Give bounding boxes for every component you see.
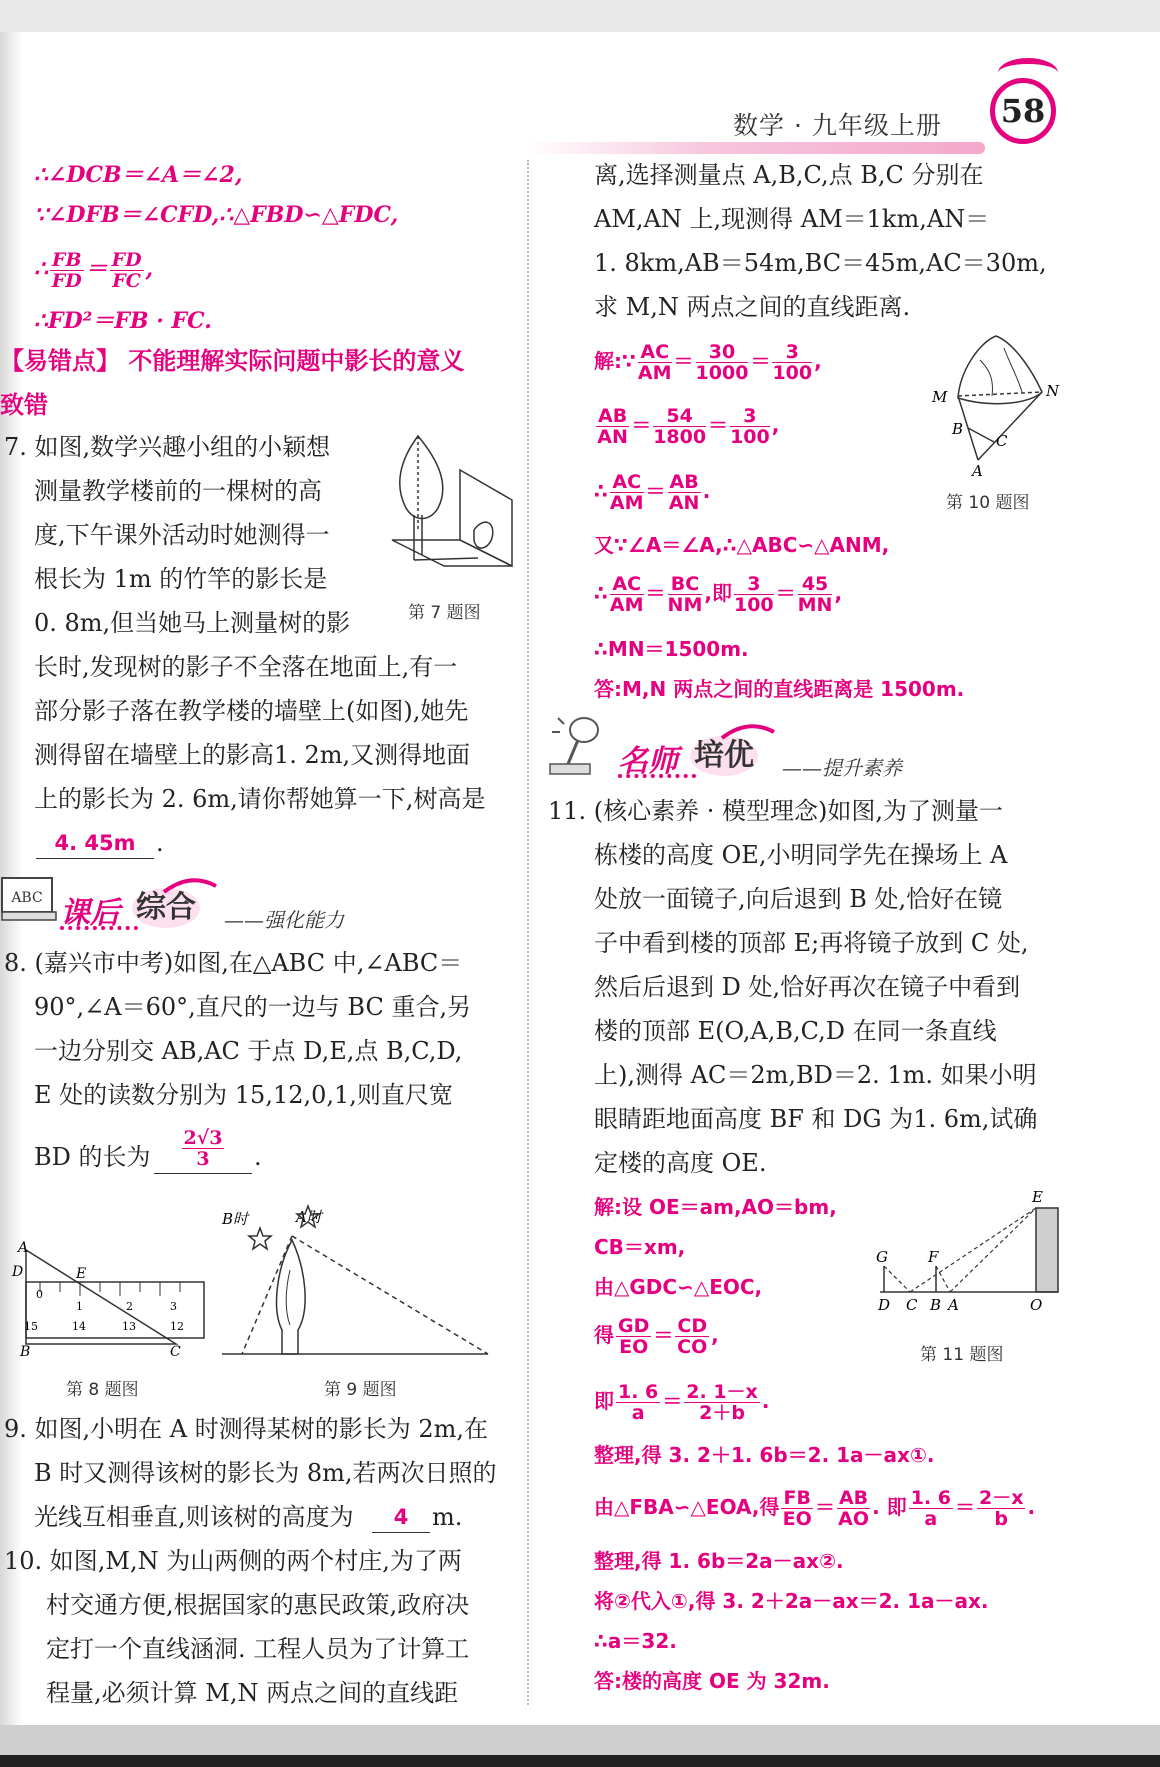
fraction <box>909 1488 953 1529</box>
fraction <box>668 472 701 513</box>
fraction <box>616 1382 660 1423</box>
fraction-numerator: GD <box>618 1315 650 1337</box>
q9-line-2: B 时又测得该树的影长为 8m,若两次日照的 <box>34 1459 497 1487</box>
fraction <box>638 342 672 383</box>
fraction-denominator: a <box>631 1402 645 1424</box>
mountain-ridges <box>980 348 1022 396</box>
q10-cont-line-2: AM,AN 上,现测得 AM＝1km,AN＝ <box>594 205 990 233</box>
section-teacher-title-a: 名师 <box>618 744 678 779</box>
fig8-label-b: B <box>20 1344 31 1358</box>
fig11-label-c: C <box>906 1296 918 1314</box>
title-swoosh-icon <box>718 718 778 740</box>
error-point-text-2: 致错 <box>0 391 48 419</box>
header-title: 数学 · 九年级上册 <box>733 111 942 140</box>
swoosh-path <box>164 880 216 892</box>
fraction-numerator: FD <box>111 248 142 271</box>
s11-7-mid: . 即 <box>872 1495 907 1519</box>
fraction-numerator: FB <box>52 248 82 271</box>
ground-plane <box>392 540 512 566</box>
proof-line-2: ∵∠DFB＝∠CFD,∴△FBD∽△FDC, <box>34 202 399 228</box>
s11-line-8: 整理,得 1. 6b＝2a－ax②. <box>594 1549 844 1573</box>
fraction-denominator: AM <box>637 362 672 384</box>
fig8-tick-3: 3 <box>170 1300 177 1313</box>
fraction-numerator: CD <box>677 1315 708 1337</box>
ray-ae <box>950 1208 1036 1292</box>
q8-line-2: 90°,∠A＝60°,直尺的一边与 BC 重合,另 <box>34 993 472 1021</box>
s11-4-prefix: 得 <box>594 1323 614 1347</box>
s11-line-10: ∴a＝32. <box>594 1629 677 1653</box>
fraction <box>668 574 703 615</box>
figure-10 <box>930 330 1070 480</box>
fraction-numerator: AB <box>669 471 699 493</box>
s10-line-4: 又∵∠A＝∠A,∴△ABC∽△ANM, <box>594 533 890 557</box>
fig8-label-e: E <box>76 1266 87 1282</box>
fig10-label-b: B <box>952 420 964 438</box>
line-an <box>978 392 1042 460</box>
q8-end: . <box>254 1143 262 1171</box>
page-number-badge: 58 <box>990 78 1056 144</box>
q11-line-7: 上),测得 AC＝2m,BD＝2. 1m. 如果小明 <box>594 1061 1037 1089</box>
fraction-denominator: 2＋b <box>699 1402 745 1424</box>
figure-8 <box>10 1240 210 1358</box>
fraction <box>772 342 812 383</box>
q9-unit: m. <box>432 1503 463 1531</box>
header-ribbon <box>525 142 985 154</box>
q8-line-3: 一边分别交 AB,AC 于点 D,E,点 B,C,D, <box>34 1037 463 1065</box>
error-point-text: 不能理解实际问题中影长的意义 <box>128 347 465 375</box>
fig9-label-a: A时 <box>296 1208 322 1226</box>
abc-book-icon <box>0 870 60 926</box>
q11-line-3: 处放一面镜子,向后退到 B 处,恰好在镜 <box>594 885 1003 913</box>
fig9-label-b: B时 <box>222 1210 249 1228</box>
desk-lamp-icon <box>548 712 610 780</box>
s10-3-end: . <box>702 479 711 503</box>
fraction <box>781 1488 812 1529</box>
error-point-tag: 【易错点】 <box>0 347 120 375</box>
fraction-numerator: FB <box>783 1487 811 1509</box>
fraction-denominator: EO <box>782 1508 812 1530</box>
q8-line-1: 8. (嘉兴市中考)如图,在△ABC 中,∠ABC＝ <box>4 949 463 977</box>
title-dots <box>618 774 696 778</box>
q7-line-4: 根长为 1m 的竹竿的影长是 <box>34 565 328 593</box>
s11-line-7: 由△FBA∽△EOA,得 $\frac{FB}{EO}$ ＝ $\frac{AB}{AO}$ . 即 $\frac{1. 6}{a}$ ＝ $\frac{2-x}{b}$ . <box>594 1487 1036 1530</box>
fig10-label-n: N <box>1046 382 1060 400</box>
fraction <box>730 406 770 447</box>
q11-line-5: 然后后退到 D 处,恰好再次在镜子中看到 <box>594 973 1021 1001</box>
q7-line-9: 上的影长为 2. 6m,请你帮她算一下,树高是 <box>34 785 486 813</box>
fig8-tick-0: 0 <box>36 1288 43 1301</box>
fraction-numerator: AB <box>598 405 628 427</box>
fraction <box>684 1382 760 1423</box>
figure-8-caption: 第 8 题图 <box>66 1380 139 1400</box>
fig11-label-g: G <box>876 1248 888 1266</box>
q9-line-1: 9. 如图,小明在 A 时测得某树的影长为 2m,在 <box>4 1415 489 1443</box>
tunnel-mn <box>958 392 1042 396</box>
fraction-denominator: 3 <box>196 1148 210 1170</box>
q7-line-8: 测得留在墙壁上的影高1. 2m,又测得地面 <box>34 741 471 769</box>
fraction-denominator: AO <box>838 1508 869 1530</box>
fig8-label-a: A <box>18 1240 29 1256</box>
q10-line-3: 定打一个直线涵洞. 工程人员为了计算工 <box>46 1635 470 1663</box>
fraction <box>675 1316 709 1357</box>
figure-7-caption: 第 7 题图 <box>408 603 481 623</box>
figure-11-caption: 第 11 题图 <box>920 1345 1004 1365</box>
tree-detail <box>286 1270 290 1325</box>
proof-line-3 <box>34 242 153 296</box>
s11-line-2: CB＝xm, <box>594 1235 686 1259</box>
fraction-numerator: 2－x <box>978 1487 1024 1509</box>
s11-line-11: 答:楼的高度 OE 为 32m. <box>594 1669 830 1693</box>
fraction-numerator: BC <box>668 574 703 595</box>
fraction-numerator: 3 <box>730 406 770 427</box>
s11-line-5: 即 $\frac{1. 6}{a}$ ＝ $\frac{2. 1-x}{2+b}$ . <box>594 1381 770 1424</box>
q10-line-4: 程量,必须计算 M,N 两点之间的直线距 <box>46 1679 459 1707</box>
figure-7 <box>388 430 516 590</box>
fig11-label-e: E <box>1032 1188 1043 1206</box>
section-after-class-subtitle: ——强化能力 <box>224 908 344 932</box>
q9-answer: 4 <box>372 1502 430 1533</box>
s10-line-1: 解:∵ $\frac{AC}{AM}$ ＝ $\frac{30}{1000}$ ＝ $\frac{3}{100}$ , <box>594 341 822 384</box>
q11-line-4: 子中看到楼的顶部 E;再将镜子放到 C 处, <box>594 929 1029 957</box>
tree-crown <box>400 436 443 519</box>
fig8-label-d: D <box>12 1264 24 1280</box>
q7-line-3: 度,下午课外活动时她测得一 <box>34 521 330 549</box>
fraction-fb-fd <box>50 250 84 291</box>
s11-4-end: , <box>711 1323 719 1347</box>
q10-line-1: 10. 如图,M,N 为山两侧的两个村庄,为了两 <box>4 1547 462 1575</box>
s10-line-6: ∴MN＝1500m. <box>594 637 749 661</box>
fraction <box>837 1488 870 1529</box>
title-dots <box>60 926 138 930</box>
q7-line-6: 长时,发现树的影子不全落在地面上,有一 <box>34 653 458 681</box>
fig8-tick-2: 2 <box>126 1300 133 1313</box>
fraction-denominator: AM <box>609 492 644 514</box>
title-circle-bg: 综合 <box>132 888 200 928</box>
s10-1-prefix: 解:∵ <box>594 349 636 373</box>
ray-b <box>242 1236 292 1354</box>
fraction-denominator: MN <box>797 594 833 616</box>
section-teacher-title-b <box>690 736 758 776</box>
fig11-label-f: F <box>928 1248 939 1266</box>
fraction-numerator: 30 <box>696 342 749 363</box>
s10-1-end: , <box>814 349 822 373</box>
shadow-ground <box>414 558 478 560</box>
fraction-numerator: 3 <box>734 574 774 595</box>
fig10-label-c: C <box>996 432 1008 450</box>
fraction-denominator: NM <box>667 594 703 616</box>
s11-7-end: . <box>1027 1495 1036 1519</box>
fraction-numerator: AC <box>610 472 644 493</box>
wall-plane <box>460 470 512 566</box>
fraction-denominator: 1000 <box>695 362 749 384</box>
proof-line-3-prefix: ∴ <box>34 256 48 282</box>
q11-line-6: 楼的顶部 E(O,A,B,C,D 在同一条直线 <box>594 1017 997 1045</box>
fraction-denominator: 100 <box>733 594 774 616</box>
q11-line-2: 栋楼的高度 OE,小明同学先在操场上 A <box>594 841 1008 869</box>
fig11-label-a: A <box>948 1296 959 1314</box>
fraction <box>696 342 749 383</box>
s11-line-9: 将②代入①,得 3. 2＋2a－ax＝2. 1a－ax. <box>594 1589 989 1613</box>
fig8-label-c: C <box>170 1344 181 1358</box>
fig11-label-b: B <box>930 1296 942 1314</box>
abc-icon-text: ABC <box>11 890 43 906</box>
s11-5-prefix: 即 <box>594 1389 614 1413</box>
s10-line-2: $\frac{AB}{AN}$ ＝ $\frac{54}{1800}$ ＝ $\frac{3}{100}$ , <box>597 405 780 448</box>
q11-line-8: 眼睛距地面高度 BF 和 DG 为1. 6m,试确 <box>594 1105 1038 1133</box>
fig11-label-o: O <box>1030 1296 1043 1314</box>
figure-9-caption: 第 9 题图 <box>324 1380 397 1400</box>
fraction-numerator: AC <box>638 342 672 363</box>
title-circle-bg: 培优 <box>690 736 758 776</box>
fraction <box>616 1316 651 1357</box>
fig8-tick-15: 15 <box>24 1320 38 1333</box>
fraction-denominator: 1800 <box>653 426 707 448</box>
equals-sign: ＝ <box>85 256 108 282</box>
fraction-denominator: 100 <box>772 362 813 384</box>
s11-7-prefix: 由△FBA∽△EOA,得 <box>594 1495 780 1519</box>
lamp-arm <box>568 740 578 764</box>
figure-10-caption: 第 10 题图 <box>946 493 1030 513</box>
q7-line-1: 7. 如图,数学兴趣小组的小颖想 <box>4 433 331 461</box>
fraction-denominator: AM <box>609 594 644 616</box>
triangle-abc <box>26 1250 176 1344</box>
fraction-denominator: FC <box>112 269 141 292</box>
fraction <box>596 406 629 447</box>
proof-line-1: ∴∠DCB＝∠A＝∠2, <box>34 162 243 188</box>
q11-line-1: 11. (核心素养 · 模型理念)如图,为了测量一 <box>548 797 1004 825</box>
q8-answer-fraction <box>182 1128 225 1169</box>
fraction-numerator: 1. 6 <box>910 1487 951 1509</box>
title-swoosh-icon <box>160 872 220 894</box>
fraction <box>610 472 644 513</box>
fig8-tick-13: 13 <box>122 1320 136 1333</box>
fig8-tick-1: 1 <box>76 1300 83 1313</box>
lamp-base <box>550 764 590 774</box>
fraction-fd-fc <box>110 250 144 291</box>
fraction-denominator: b <box>994 1508 1009 1530</box>
fraction-numerator: 1. 6 <box>618 1381 659 1403</box>
q10-cont-line-4: 求 M,N 两点之间的直线距离. <box>594 293 911 321</box>
section-after-class-title-a: 课后 <box>60 896 120 931</box>
fraction-denominator: AN <box>668 492 700 514</box>
q8-answer <box>154 1128 252 1174</box>
proof-line-3-suffix: , <box>145 256 154 282</box>
proof-line-4: ∴FD²＝FB · FC. <box>34 308 212 334</box>
fraction-numerator: AB <box>838 1487 869 1509</box>
fraction-denominator: FD <box>51 269 82 292</box>
lamp-head <box>570 718 598 742</box>
q7-answer: 4. 45m <box>36 828 154 859</box>
s10-2-end: , <box>771 413 780 437</box>
q7-line-2: 测量教学楼前的一棵树的高 <box>34 477 322 505</box>
fraction-numerator: 54 <box>653 406 706 427</box>
fraction-denominator: AN <box>597 426 628 448</box>
fraction-denominator: CO <box>677 1336 708 1358</box>
tree-outline <box>277 1240 306 1354</box>
fig8-tick-14: 14 <box>72 1320 86 1333</box>
fraction <box>977 1488 1025 1529</box>
fraction-numerator: 3 <box>772 342 812 363</box>
s10-5-prefix: ∴ <box>594 581 608 605</box>
fraction-denominator: a <box>924 1508 938 1530</box>
bottom-edge <box>0 1755 1160 1767</box>
fraction-numerator: 2√3 <box>183 1127 223 1149</box>
section-teacher-subtitle: ——提升素养 <box>782 756 902 780</box>
building <box>1036 1208 1058 1292</box>
s11-line-4: 得 $\frac{GD}{EO}$ ＝ $\frac{CD}{CO}$ , <box>594 1315 719 1358</box>
ray-a <box>292 1236 488 1354</box>
lamp-ray <box>558 718 564 724</box>
q7-end: . <box>156 829 164 857</box>
fraction-numerator: 45 <box>798 574 833 595</box>
s11-line-3: 由△GDC∽△EOC, <box>594 1275 763 1299</box>
fig8-tick-12: 12 <box>170 1320 184 1333</box>
q8-line-4: E 处的读数分别为 15,12,0,1,则直尺宽 <box>34 1081 453 1109</box>
fraction-denominator: EO <box>619 1336 649 1358</box>
q10-line-2: 村交通方便,根据国家的惠民政策,政府决 <box>46 1591 470 1619</box>
figure-9 <box>220 1200 500 1362</box>
fraction <box>610 574 644 615</box>
fraction-numerator: 2. 1－x <box>686 1381 758 1403</box>
s11-5-end: . <box>761 1389 770 1413</box>
s10-line-3: ∴ $\frac{AC}{AM}$ ＝ $\frac{AB}{AN}$ . <box>594 471 711 514</box>
s10-line-5: ∴ $\frac{AC}{AM}$ ＝ $\frac{BC}{NM}$ ,即 $\frac{3}{100}$ ＝ $\frac{45}{MN}$ , <box>594 573 843 616</box>
s11-line-1: 解:设 OE＝am,AO＝bm, <box>594 1195 837 1219</box>
fig10-label-m: M <box>932 388 948 406</box>
fraction-numerator: AC <box>610 574 644 595</box>
sun-b-star-icon <box>249 1228 271 1249</box>
q10-cont-line-3: 1. 8km,AB＝54m,BC＝45m,AC＝30m, <box>594 249 1047 277</box>
top-margin <box>0 0 1160 32</box>
q8-tail: BD 的长为 <box>34 1143 151 1171</box>
s10-5-end: , <box>834 581 843 605</box>
q11-line-9: 定楼的高度 OE. <box>594 1149 767 1177</box>
book-pages <box>2 912 56 920</box>
fig10-label-a: A <box>972 462 983 480</box>
ray-gc <box>884 1266 910 1292</box>
s10-5-mid: ,即 <box>704 581 732 605</box>
column-separator <box>527 160 529 1705</box>
fraction-denominator: 100 <box>730 426 770 448</box>
fraction <box>798 574 833 615</box>
q7-line-5: 0. 8m,但当她马上测量树的影 <box>34 609 351 637</box>
fraction <box>653 406 706 447</box>
s11-line-6: 整理,得 3. 2＋1. 6b＝2. 1a－ax①. <box>594 1443 935 1467</box>
s10-3-prefix: ∴ <box>594 479 608 503</box>
figure-11 <box>872 1186 1062 1326</box>
section-after-class-title-b <box>132 888 200 928</box>
ray-fa <box>936 1266 950 1292</box>
error-point-line <box>0 346 464 376</box>
fig11-label-d: D <box>878 1296 891 1314</box>
shadow-on-wall <box>474 522 493 548</box>
q10-cont-line-1: 离,选择测量点 A,B,C,点 B,C 分别在 <box>594 161 984 189</box>
s10-line-7: 答:M,N 两点之间的直线距离是 1500m. <box>594 677 965 701</box>
swoosh-path <box>722 726 774 738</box>
q9-tail: 光线互相垂直,则该树的高度为 <box>34 1503 354 1531</box>
q7-line-7: 部分影子落在教学楼的墙壁上(如图),她先 <box>34 697 469 725</box>
fraction <box>734 574 774 615</box>
